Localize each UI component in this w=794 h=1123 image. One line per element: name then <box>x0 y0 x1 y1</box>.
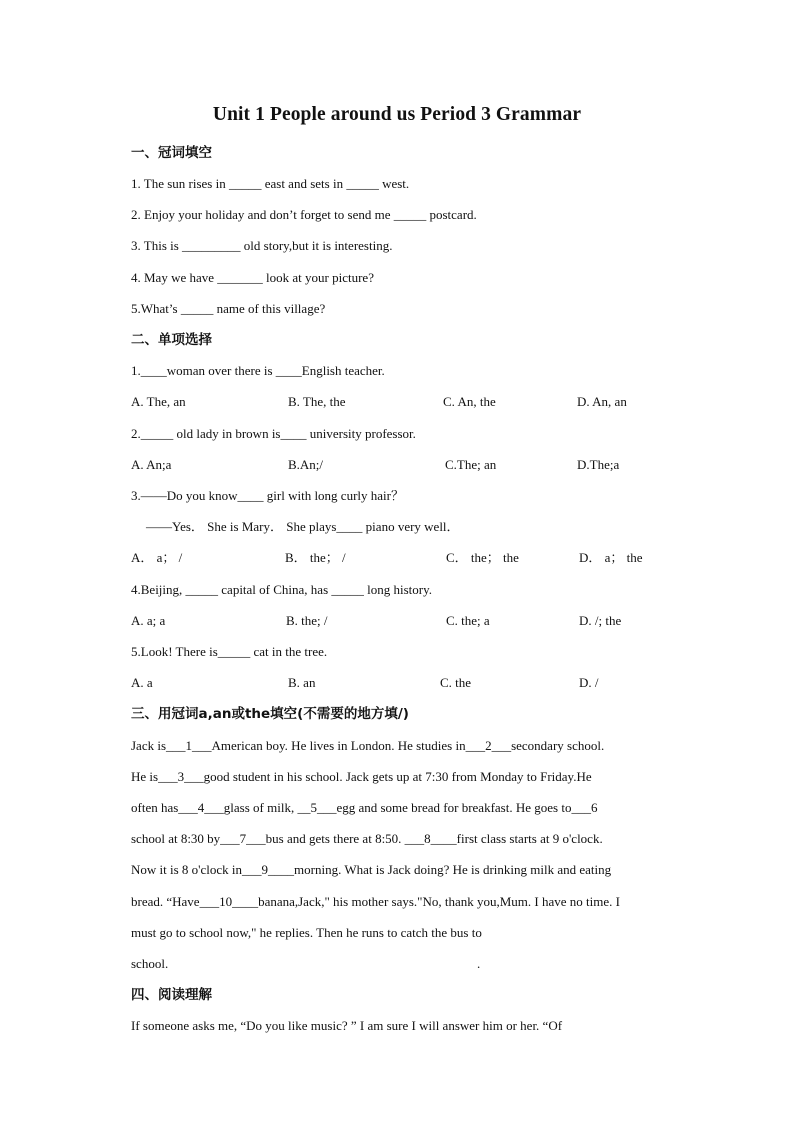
s2-q2-stem: 2._____ old lady in brown is____ university professor. <box>131 426 416 441</box>
s2-q4-option-d: D. /; the <box>579 613 622 628</box>
s2-q5-option-c: C. the <box>440 675 472 690</box>
s2-q5-option-d: D. / <box>579 675 599 690</box>
s3-line-7: must go to school now," he replies. Then he runs to catch the bus to <box>131 925 482 940</box>
s2-q1-option-a: A. The, an <box>131 394 186 409</box>
s2-q5-option-b: B. an <box>288 675 316 690</box>
s2-q1-stem: 1.____woman over there is ____English teacher. <box>131 363 385 378</box>
section2-heading: 二、单项选择 <box>131 332 212 348</box>
s2-q3-option-c: C． the； the <box>446 550 519 565</box>
s2-q2-option-b: B.An;/ <box>288 457 324 472</box>
s2-q1-option-c: C. An, the <box>443 394 496 409</box>
s3-line-2: He is___3___good student in his school. Jack gets up at 7:30 from Monday to Friday.He <box>131 769 592 784</box>
s2-q4-option-a: A. a; a <box>131 613 166 628</box>
s2-q2-option-d: D.The;a <box>577 457 620 472</box>
s3-line-6: bread. “Have___10____banana,Jack," his mother says."No, thank you,Mum. I have no time. I <box>131 894 620 909</box>
s2-q4-stem: 4.Beijing, _____ capital of China, has _____ long history. <box>131 582 433 597</box>
s2-q4-option-c: C. the; a <box>446 613 490 628</box>
s4-line-1: If someone asks me, “Do you like music? ” I am sure I will answer him or her. “Of <box>131 1018 563 1033</box>
s2-q3-stem: 3.——Do you know____ girl with long curly hair？ <box>131 488 404 503</box>
s3-line-1: Jack is___1___American boy. He lives in London. He studies in___2___secondary school. <box>131 738 605 753</box>
s1-item-3: 3. This is _________ old story,but it is interesting. <box>131 238 393 253</box>
s2-q1-option-b: B. The, the <box>288 394 346 409</box>
s2-q3-option-a: A． a； / <box>131 550 183 565</box>
s2-q5-stem: 5.Look! There is_____ cat in the tree. <box>131 644 328 659</box>
s2-q4-option-b: B. the; / <box>286 613 328 628</box>
s2-q5-option-a: A. a <box>131 675 153 690</box>
s2-q3-option-d: D． a； the <box>579 550 643 565</box>
section4-heading: 四、阅读理解 <box>131 987 212 1003</box>
s3-line-8: school. <box>131 956 169 971</box>
s1-item-5: 5.What’s _____ name of this village? <box>131 301 326 316</box>
s1-item-2: 2. Enjoy your holiday and don’t forget to send me _____ postcard. <box>131 207 477 222</box>
s2-q3-stem2: ——Yes． She is Mary． She plays____ piano very well． <box>146 519 460 534</box>
page-title: Unit 1 People around us Period 3 Grammar <box>212 104 582 125</box>
section1-heading: 一、冠词填空 <box>131 145 212 161</box>
s3-line-3: often has___4___glass of milk, __5___egg and some bread for breakfast. He goes to___6 <box>131 800 598 815</box>
s2-q3-option-b: B． the； / <box>285 550 346 565</box>
s3-line-5: Now it is 8 o'clock in___9____morning. What is Jack doing? He is drinking milk and eating <box>131 862 612 877</box>
section3-heading: 三、用冠词a,an或the填空(不需要的地方填/) <box>131 706 409 722</box>
s2-q2-option-c: C.The; an <box>445 457 497 472</box>
s3-line-4: school at 8:30 by___7___bus and gets there at 8:50. ___8____first class starts at 9 o'clock. <box>131 831 603 846</box>
s1-item-4: 4. May we have _______ look at your picture? <box>131 270 374 285</box>
s2-q2-option-a: A. An;a <box>131 457 172 472</box>
s2-q1-option-d: D. An, an <box>577 394 627 409</box>
s3-trailing-dot: . <box>477 956 481 971</box>
s1-item-1: 1. The sun rises in _____ east and sets in _____ west. <box>131 176 410 191</box>
